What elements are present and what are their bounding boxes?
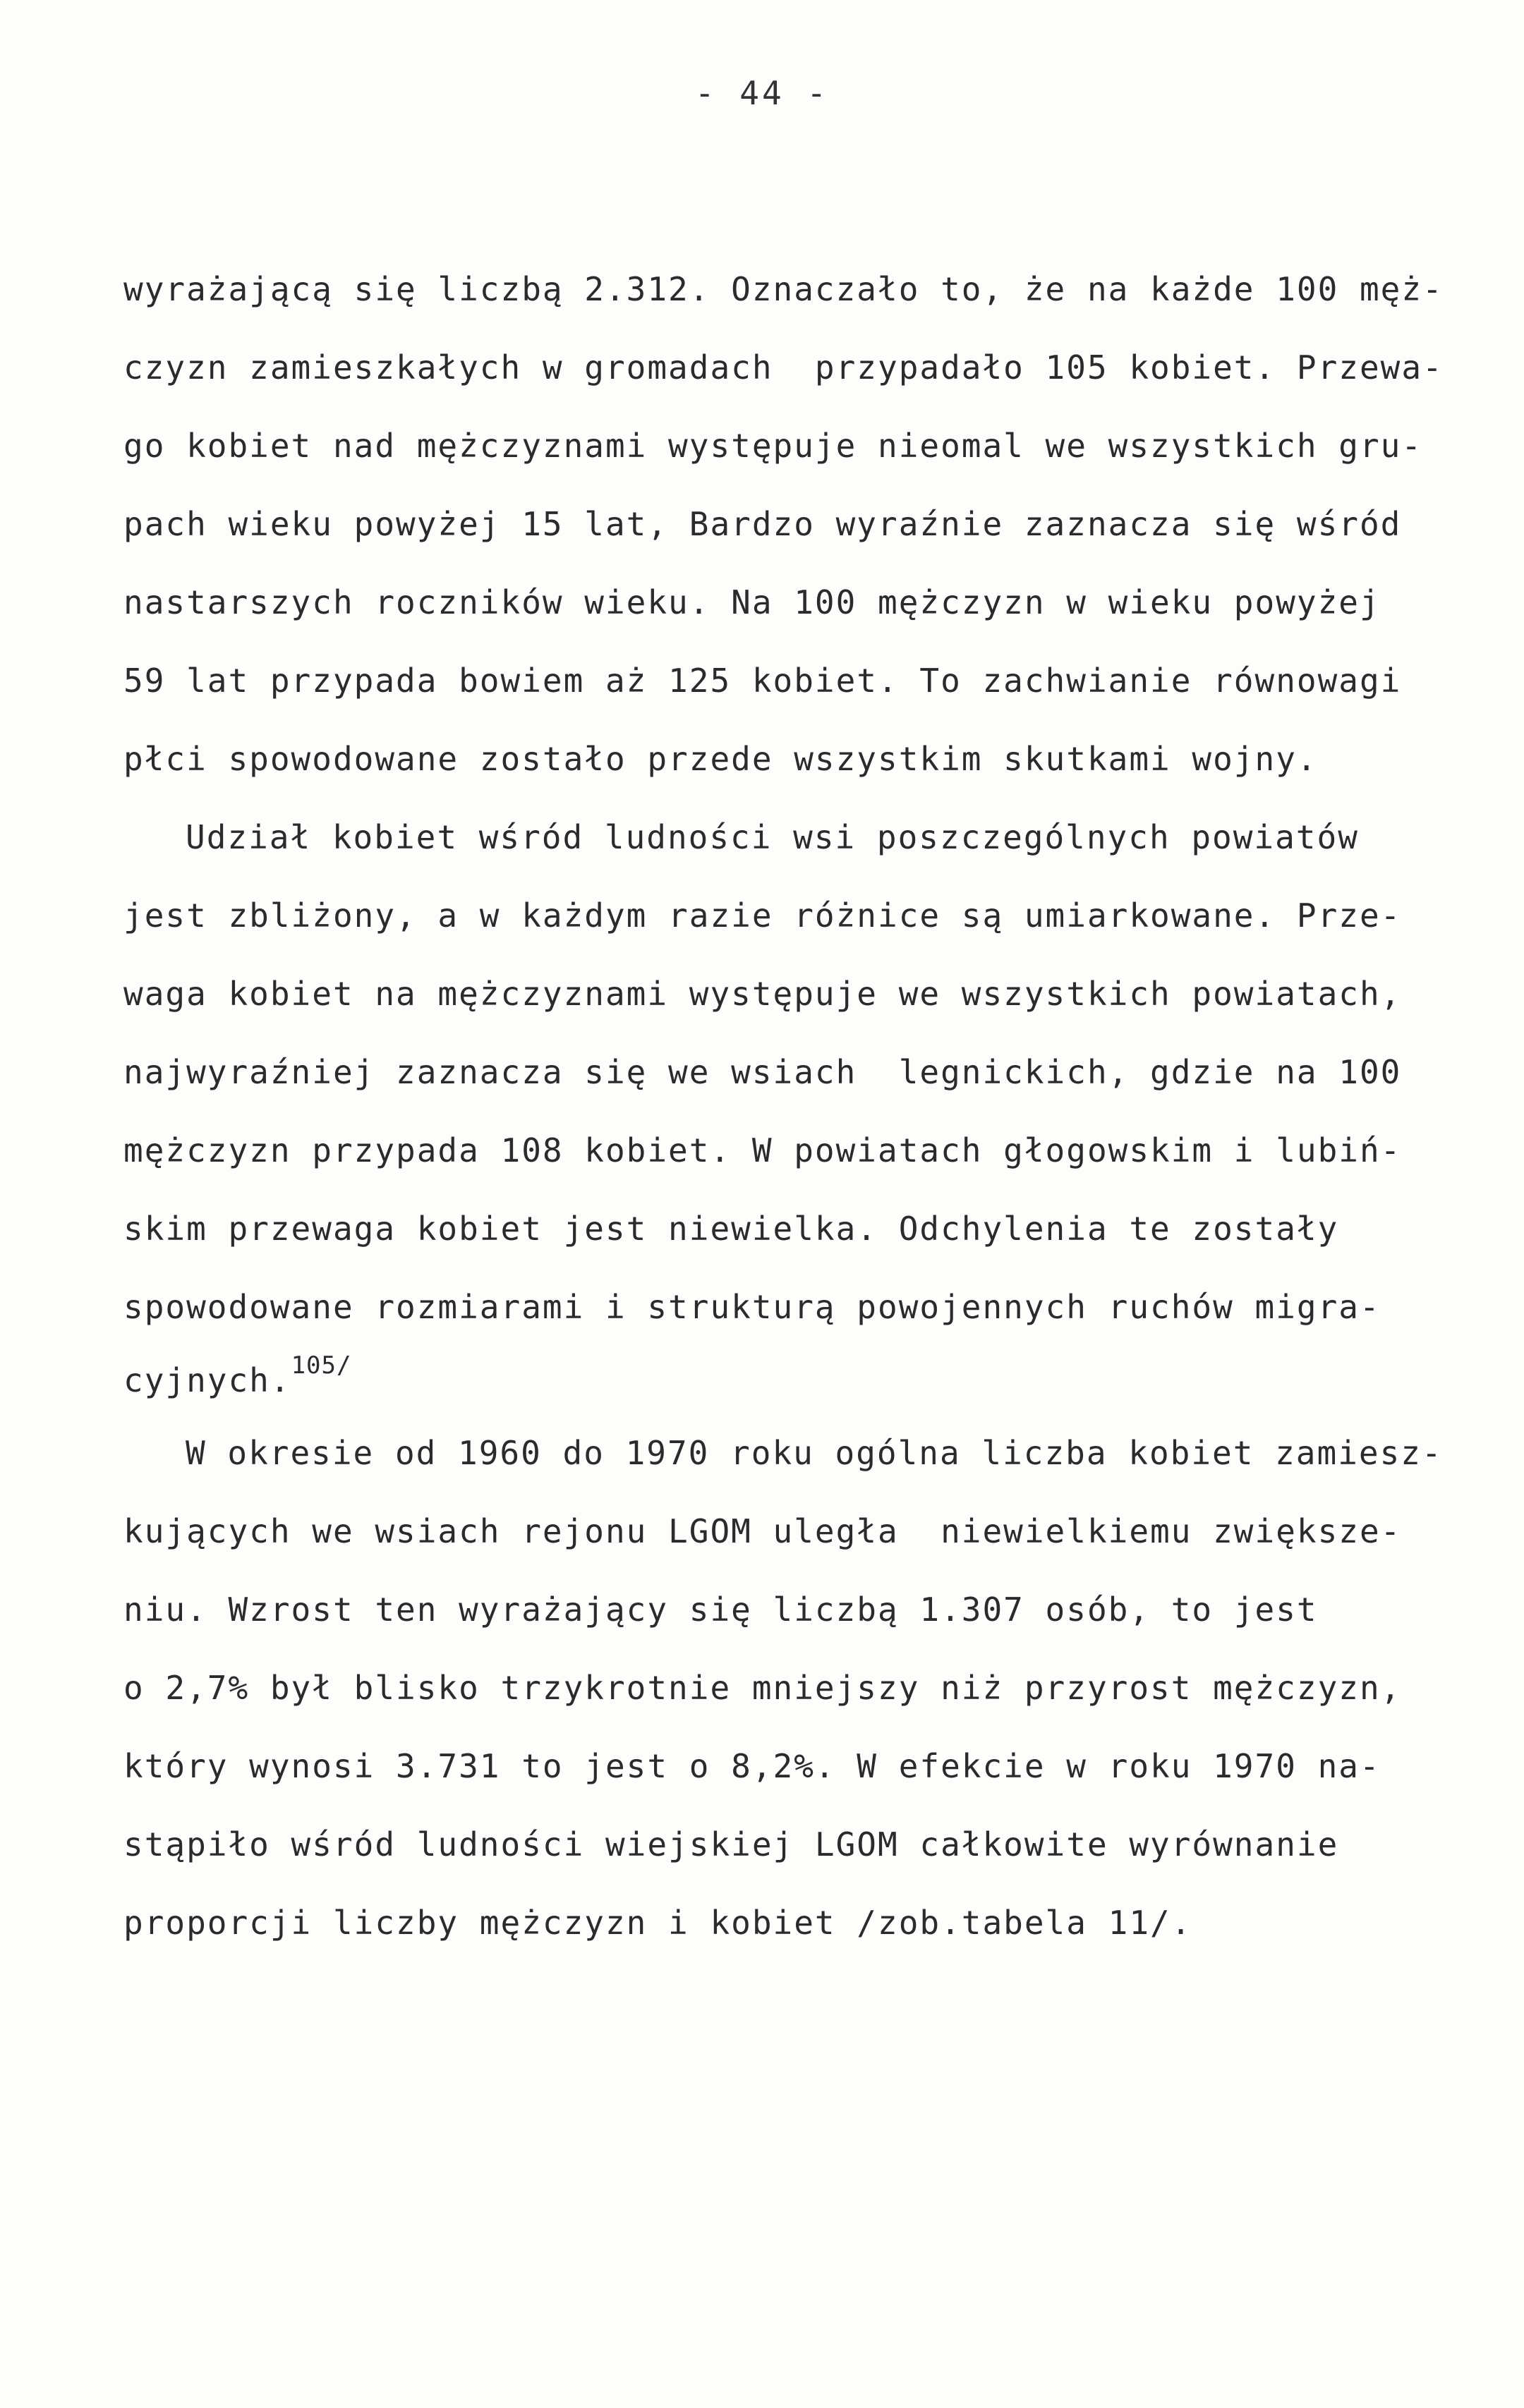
text-line: W okresie od 1960 do 1970 roku ogólna liczba kobiet zamiesz- bbox=[186, 1434, 1443, 1472]
text-line: jest zbliżony, a w każdym razie różnice są umiarkowane. Prze- bbox=[123, 896, 1402, 935]
text-line: czyzn zamieszkałych w gromadach przypadało 105 kobiet. Przewa- bbox=[123, 348, 1444, 387]
text-line: 59 lat przypada bowiem aż 125 kobiet. To zachwianie równowagi bbox=[123, 662, 1402, 700]
text-line: niu. Wzrost ten wyrażający się liczbą 1.307 osób, to jest bbox=[123, 1591, 1318, 1629]
paragraph-2 bbox=[123, 798, 1457, 1414]
text-line: spowodowane rozmiarami i strukturą powojennych ruchów migra- bbox=[123, 1288, 1381, 1326]
line-text: cyjnych. bbox=[123, 1361, 291, 1399]
text-line: wyrażającą się liczbą 2.312. Oznaczało to, że na każde 100 męż- bbox=[123, 270, 1444, 308]
text-line: nastarszych roczników wieku. Na 100 mężczyzn w wieku powyżej bbox=[123, 583, 1381, 621]
footnote-reference: 105/ bbox=[291, 1351, 352, 1380]
text-line: proporcji liczby mężczyzn i kobiet /zob.tabela 11/. bbox=[123, 1904, 1192, 1942]
page-number: - 44 - bbox=[694, 74, 830, 112]
body-text bbox=[123, 250, 1457, 1962]
text-line: kujących we wsiach rejonu LGOM uległa niewielkiemu zwiększe- bbox=[123, 1512, 1402, 1550]
text-line: skim przewaga kobiet jest niewielka. Odchylenia te zostały bbox=[123, 1210, 1339, 1248]
text-line bbox=[123, 1346, 1457, 1414]
text-line: Udział kobiet wśród ludności wsi poszczególnych powiatów bbox=[186, 818, 1359, 856]
paragraph-1 bbox=[123, 250, 1457, 798]
text-line: który wynosi 3.731 to jest o 8,2%. W efekcie w roku 1970 na- bbox=[123, 1747, 1381, 1785]
text-line: najwyraźniej zaznacza się we wsiach legnickich, gdzie na 100 bbox=[123, 1053, 1402, 1091]
text-line: pach wieku powyżej 15 lat, Bardzo wyraźnie zaznacza się wśród bbox=[123, 505, 1402, 543]
text-line: płci spowodowane zostało przede wszystkim skutkami wojny. bbox=[123, 740, 1318, 778]
paragraph-3 bbox=[123, 1414, 1457, 1962]
text-line: waga kobiet na mężczyznami występuje we wszystkich powiatach, bbox=[123, 975, 1402, 1013]
text-line: go kobiet nad mężczyznami występuje nieomal we wszystkich gru- bbox=[123, 427, 1423, 465]
text-line: mężczyzn przypada 108 kobiet. W powiatach głogowskim i lubiń- bbox=[123, 1131, 1402, 1169]
text-line: o 2,7% był blisko trzykrotnie mniejszy niż przyrost mężczyzn, bbox=[123, 1669, 1402, 1707]
text-line: stąpiło wśród ludności wiejskiej LGOM całkowite wyrównanie bbox=[123, 1825, 1339, 1863]
